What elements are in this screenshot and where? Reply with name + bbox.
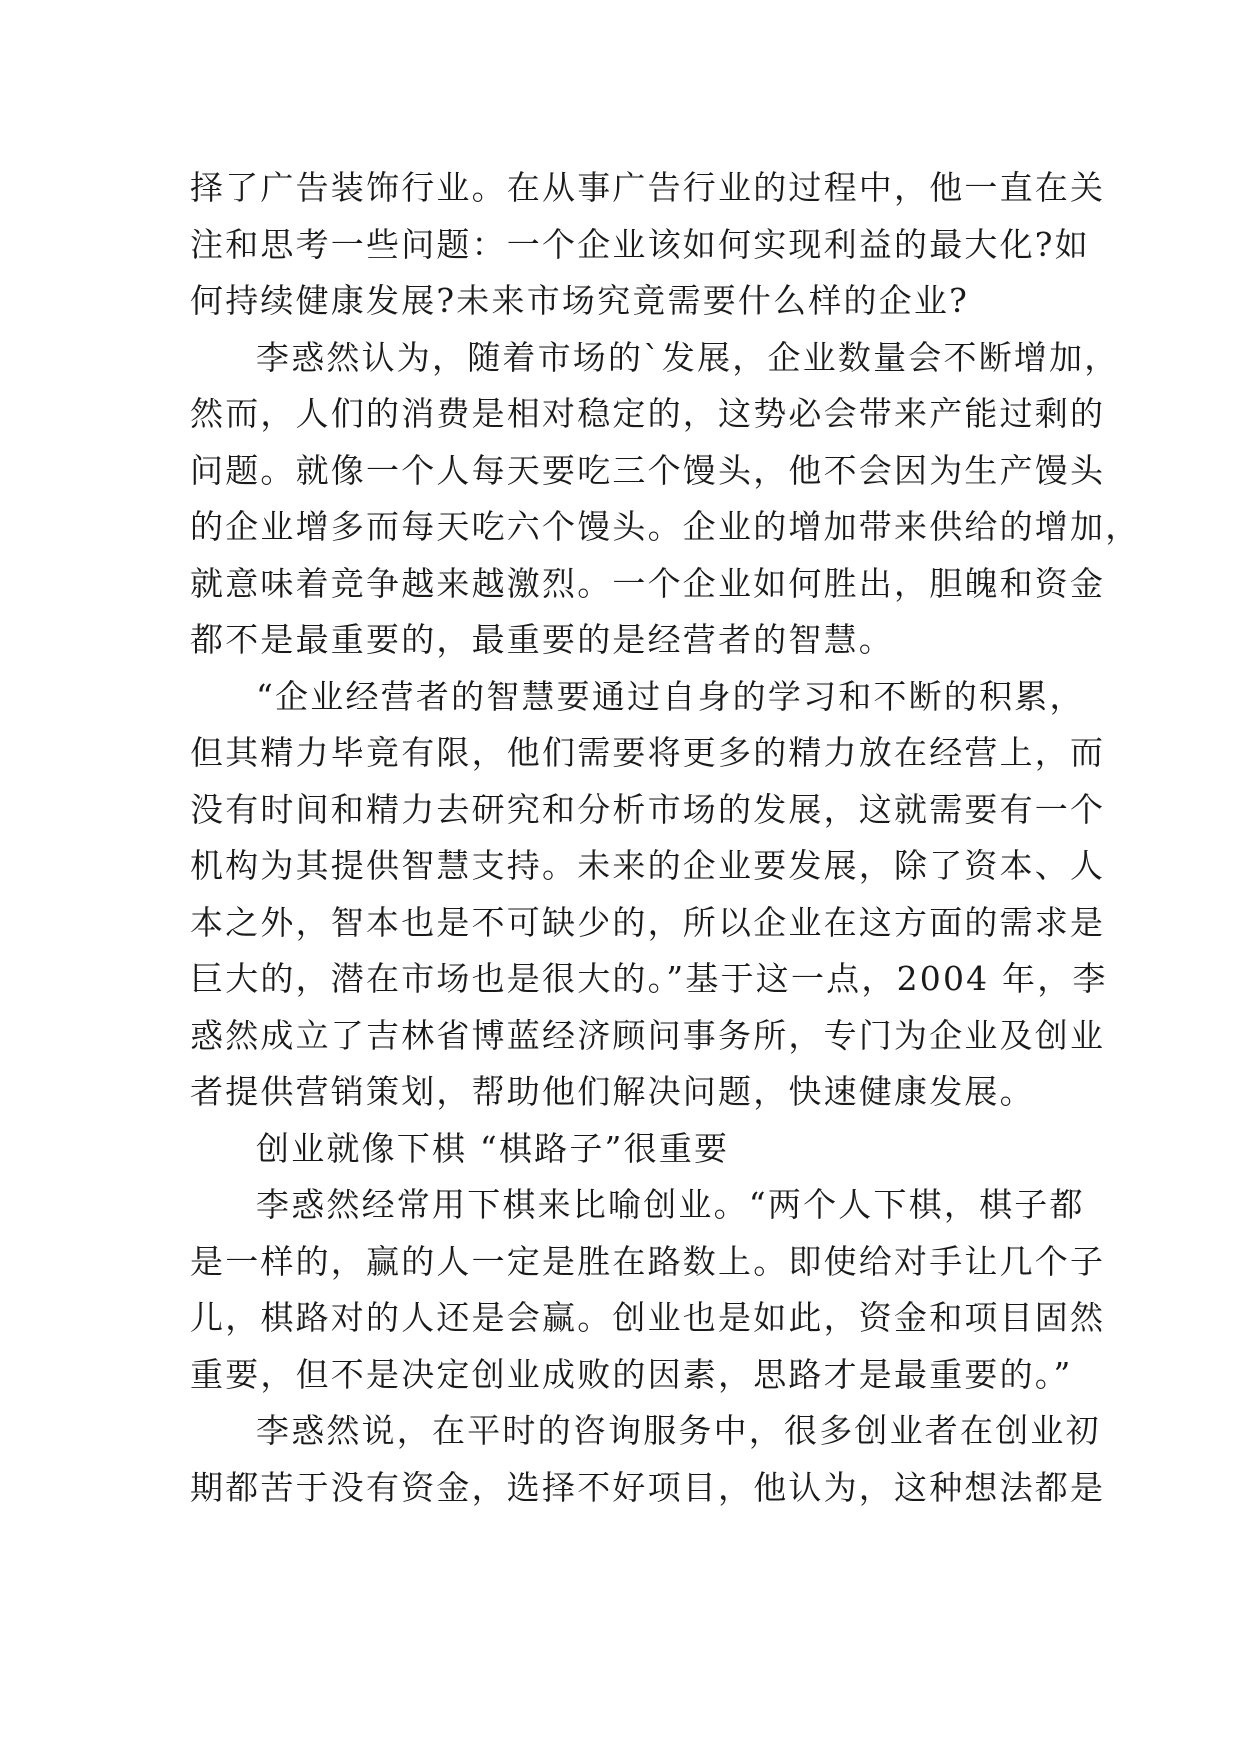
text-line: 期都苦于没有资金，选择不好项目，他认为，这种想法都是: [190, 1467, 1106, 1507]
text-line: 李惑然经常用下棋来比喻创业。“两个人下棋，棋子都: [256, 1185, 1085, 1224]
text-line: 何持续健康发展?未来市场究竟需要什么样的企业?: [190, 281, 969, 320]
text-line: 惑然成立了吉林省博蓝经济顾问事务所，专门为企业及创业: [190, 1015, 1106, 1055]
text-line: 本之外，智本也是不可缺少的，所以企业在这方面的需求是: [190, 902, 1106, 942]
text-line: 机构为其提供智慧支持。未来的企业要发展，除了资本、人: [190, 846, 1106, 885]
text-line: “企业经营者的智慧要通过自身的学习和不断的积累，: [256, 676, 1085, 716]
text-line: 巨大的，潜在市场也是很大的。”基于这一点，2004 年，李: [190, 959, 1108, 998]
text-line: 重要，但不是决定创业成败的因素，思路才是最重要的。”: [190, 1354, 1073, 1394]
text-line: 都不是最重要的，最重要的是经营者的智慧。: [190, 620, 894, 659]
text-line: 者提供营销策划，帮助他们解决问题，快速健康发展。: [190, 1072, 1035, 1111]
text-line: 然而，人们的消费是相对稳定的，这势必会带来产能过剩的: [190, 394, 1106, 433]
text-line: 但其精力毕竟有限，他们需要将更多的精力放在经营上，而: [190, 733, 1106, 772]
text-line: 是一样的，赢的人一定是胜在路数上。即使给对手让几个子: [190, 1241, 1106, 1281]
text-line: 择了广告装饰行业。在从事广告行业的过程中，他一直在关: [190, 168, 1106, 207]
text-line: 创业就像下棋 “棋路子”很重要: [256, 1128, 730, 1168]
text-line: 注和思考一些问题：一个企业该如何实现利益的最大化?如: [190, 224, 1090, 264]
text-line: 李惑然说，在平时的咨询服务中，很多创业者在创业初: [256, 1411, 1101, 1450]
text-line: 没有时间和精力去研究和分析市场的发展，这就需要有一个: [190, 789, 1106, 829]
text-line: 儿，棋路对的人还是会赢。创业也是如此，资金和项目固然: [190, 1298, 1106, 1337]
text-line: 就意味着竞争越来越激烈。一个企业如何胜出，胆魄和资金: [190, 563, 1106, 603]
body-text: [190, 160, 1141, 1516]
text-line: 的企业增多而每天吃六个馒头。企业的增加带来供给的增加，: [190, 507, 1141, 546]
text-line: 问题。就像一个人每天要吃三个馒头，他不会因为生产馒头: [190, 450, 1106, 490]
text-line: 李惑然认为，随着市场的`发展，企业数量会不断增加，: [256, 337, 1120, 377]
